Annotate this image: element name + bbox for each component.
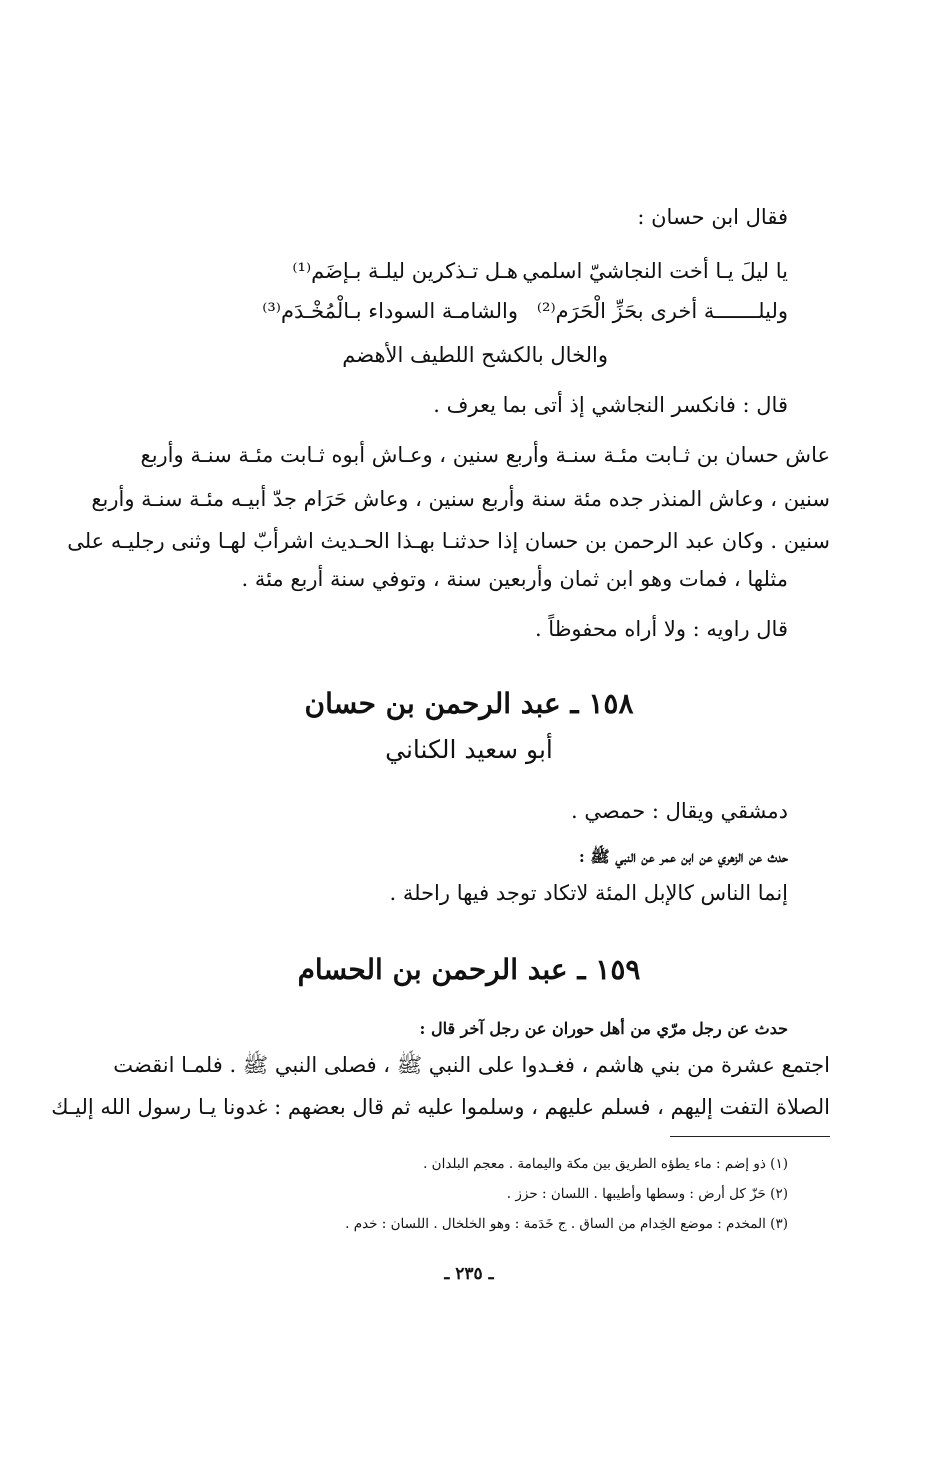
page-number: ـ ٢٣٥ ـ bbox=[444, 1264, 494, 1284]
footnote-separator bbox=[670, 1136, 830, 1137]
entry-159-chain: حدث عن رجل مرّي من أهل حوران عن رجل آخر قال : bbox=[419, 1019, 788, 1038]
footnote-2: (٢) حَزّ كل أرض : وسطها وأطيبها . اللسان : حزز . bbox=[506, 1186, 788, 1202]
poem-line-3: والخال بالكشح اللطيف الأهضم bbox=[342, 343, 608, 367]
poem-line-1b: هـل تـذكرين ليلـة بـإضَم⁽¹⁾ bbox=[292, 259, 518, 283]
entry-159-line-1: اجتمع عشرة من بني هاشم ، فغـدوا على النبي ﷺ ، فصلى النبي ﷺ . فلمـا انقضت bbox=[113, 1053, 830, 1077]
entry-158-origin: دمشقي ويقال : حمصي . bbox=[570, 799, 788, 823]
entry-158-text: إنما الناس كالإبل المئة لاتكاد توجد فيها راحلة . bbox=[389, 881, 788, 905]
paragraph-2-line-3: سنين . وكان عبد الرحمن بن حسان إذا حدثنـا بهـذا الحـديث اشرأبّ لهـا وثنى رجليـه على bbox=[67, 529, 830, 553]
paragraph-1: قال : فانكسر النجاشي إذ أتى بما يعرف . bbox=[433, 393, 788, 417]
entry-159-heading: ١٥٩ ـ عبد الرحمن بن الحسام bbox=[297, 953, 641, 986]
entry-158-heading: ١٥٨ ـ عبد الرحمن بن حسان bbox=[304, 687, 634, 720]
footnote-1: (١) ذو إضم : ماء يطؤه الطريق بين مكة واليمامة . معجم البلدان . bbox=[423, 1156, 788, 1172]
entry-158-chain: حدث عن الزهري عن ابن عمر عن النبي ﷺ : bbox=[578, 847, 788, 866]
intro-line: فقال ابن حسان : bbox=[637, 205, 788, 229]
paragraph-2-line-2: سنين ، وعاش المنذر جده مئة سنة وأربع سنين ، وعاش حَرَام جدّ أبيـه مئـة سنـة وأربع bbox=[91, 487, 830, 511]
footnote-3: (٣) المخدم : موضع الخِدام من الساق . ج خَدَمة : وهو الخلخال . اللسان : خدم . bbox=[345, 1216, 788, 1232]
paragraph-3: قال راويه : ولا أراه محفوظاً . bbox=[534, 617, 788, 641]
paragraph-2-line-4: مثلها ، فمات وهو ابن ثمان وأربعين سنة ، وتوفي سنة أربع مئة . bbox=[241, 567, 788, 591]
poem-line-2a: وليلـــــــة أخرى بحَزِّ الْحَرَم⁽²⁾ bbox=[536, 299, 788, 323]
paragraph-2-line-1: عاش حسان بن ثـابت مئـة سنـة وأربع سنين ، وعـاش أبوه ثـابت مئـة سنـة وأربع bbox=[140, 443, 830, 467]
poem-line-2b: والشامـة السوداء بـالْمُخْـدَم⁽³⁾ bbox=[262, 299, 518, 323]
entry-158-subtitle: أبو سعيد الكناني bbox=[385, 735, 553, 764]
poem-line-1a: يا ليلَ يـا أخت النجاشيّ اسلمي bbox=[522, 259, 788, 283]
entry-159-line-2: الصلاة التفت إليهم ، فسلم عليهم ، وسلموا عليه ثم قال بعضهم : غدونا يـا رسول الله إليـك bbox=[51, 1095, 830, 1119]
